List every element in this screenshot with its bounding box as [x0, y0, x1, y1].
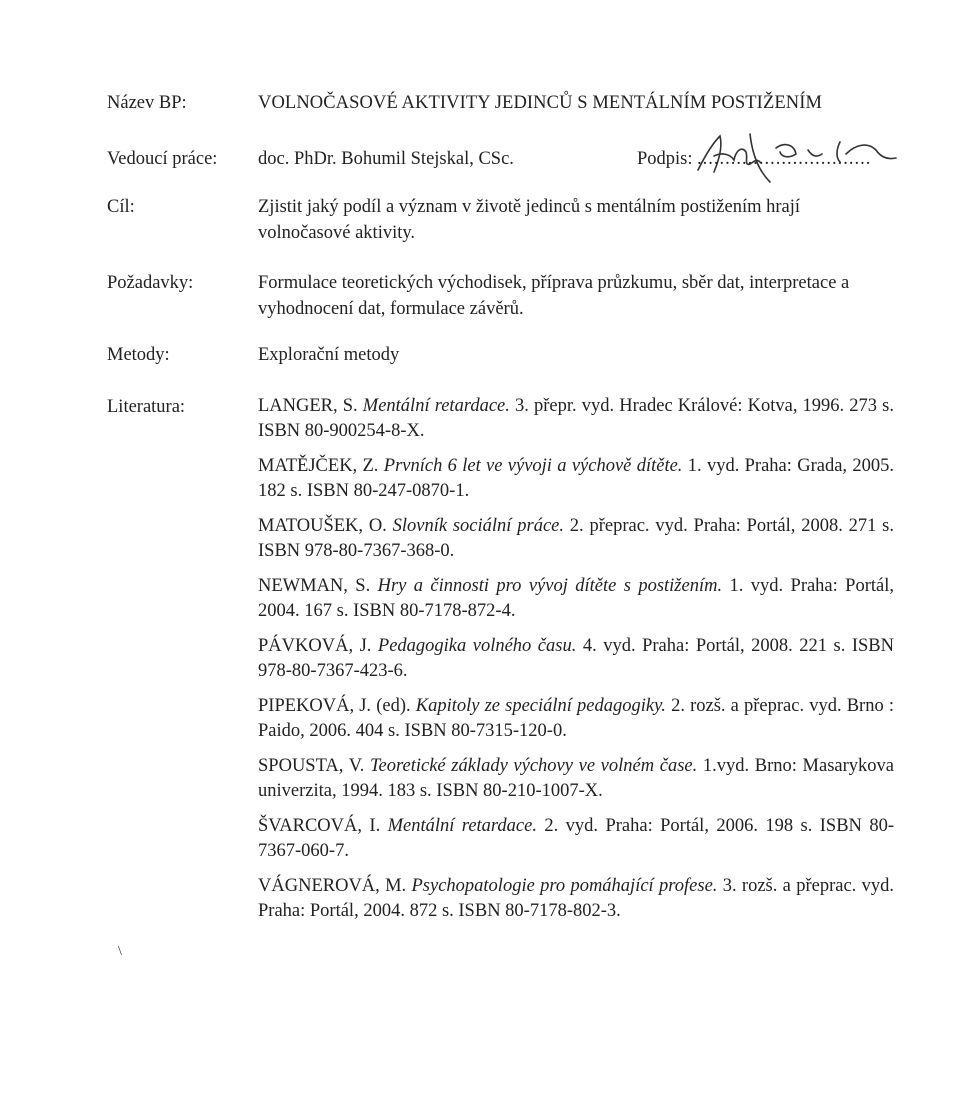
reference-item: VÁGNEROVÁ, M. Psychopatologie pro pomáhající profese. 3. rozš. a přeprac. vyd. Praha: Portál, 2004. 872 s. ISBN 80-7178-802-3. — [258, 876, 894, 921]
title-label: Název BP: — [107, 93, 187, 113]
reference-item: SPOUSTA, V. Teoretické základy výchovy ve volném čase. 1.vyd. Brno: Masarykova univerzita, 1994. 183 s. ISBN 80-210-1007-X. — [258, 756, 894, 801]
reference-item: PIPEKOVÁ, J. (ed). Kapitoly ze speciální pedagogiky. 2. rozš. a přeprac. vyd. Brno : Paido, 2006. 404 s. ISBN 80-7315-120-0. — [258, 696, 894, 741]
reference-item: ŠVARCOVÁ, I. Mentální retardace. 2. vyd. Praha: Portál, 2006. 198 s. ISBN 80-7367-060-7. — [258, 816, 894, 861]
stray-pen-mark: \ — [118, 944, 122, 959]
thesis-title: VOLNOČASOVÉ AKTIVITY JEDINCŮ S MENTÁLNÍM POSTIŽENÍM — [258, 93, 823, 113]
reference-item: LANGER, S. Mentální retardace. 3. přepr. vyd. Hradec Králové: Kotva, 1996. 273 s. ISBN 80-900254-8-X. — [258, 396, 894, 441]
requirements-text: Formulace teoretických východisek, příprava průzkumu, sběr dat, interpretace a vyhodnocení dat, formulace závěrů. — [258, 273, 850, 319]
goal-label: Cíl: — [107, 197, 135, 217]
handwritten-signature — [690, 128, 900, 188]
requirements-label: Požadavky: — [107, 273, 194, 293]
literature-label: Literatura: — [107, 397, 186, 417]
reference-item: MATOUŠEK, O. Slovník sociální práce. 2. přeprac. vyd. Praha: Portál, 2008. 271 s. ISBN 978-80-7367-368-0. — [258, 516, 895, 561]
methods-text: Explorační metody — [258, 345, 400, 365]
reference-item: NEWMAN, S. Hry a činnosti pro vývoj dítěte s postižením. 1. vyd. Praha: Portál, 2004. 167 s. ISBN 80-7178-872-4. — [258, 576, 894, 621]
supervisor-label: Vedoucí práce: — [107, 149, 218, 169]
signature-label: Podpis: — [637, 149, 693, 169]
goal-text: Zjistit jaký podíl a význam v životě jedinců s mentálním postižením hrají volnočasové aktivity. — [258, 197, 801, 243]
methods-label: Metody: — [107, 345, 170, 365]
signature-line: ............................... — [697, 149, 872, 169]
reference-item: PÁVKOVÁ, J. Pedagogika volného času. 4. vyd. Praha: Portál, 2008. 221 s. ISBN 978-80-7367-423-6. — [258, 636, 894, 681]
supervisor-name: doc. PhDr. Bohumil Stejskal, CSc. — [258, 149, 514, 169]
reference-list — [258, 394, 894, 934]
reference-item: MATĚJČEK, Z. Prvních 6 let ve vývoji a výchově dítěte. 1. vyd. Praha: Grada, 2005. 182 s. ISBN 80-247-0870-1. — [258, 456, 894, 501]
